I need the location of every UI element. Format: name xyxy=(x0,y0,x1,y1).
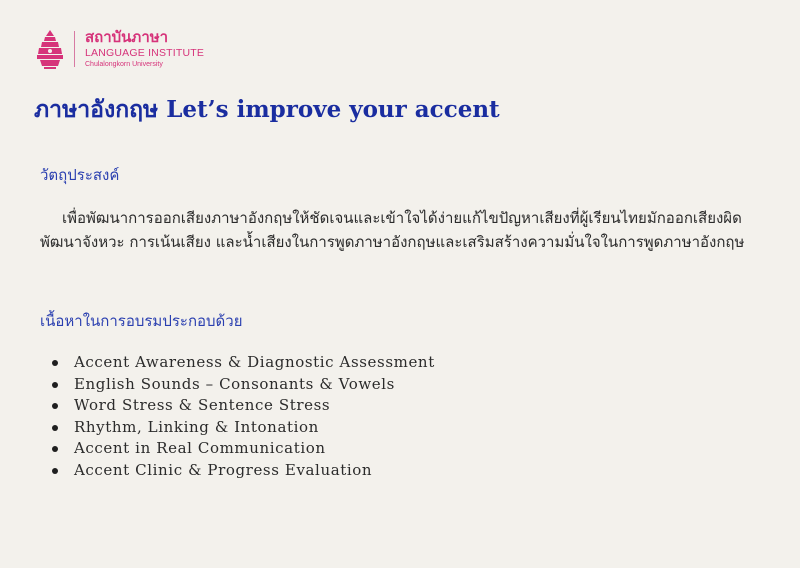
logo-thai-name: สถาบันภาษา xyxy=(85,28,169,47)
list-item xyxy=(52,352,435,374)
list-item-text: Word Stress & Sentence Stress xyxy=(74,396,331,414)
university-seal-icon xyxy=(34,28,66,70)
objective-heading: วัตถุประสงค์ xyxy=(40,166,120,184)
list-item xyxy=(52,460,435,482)
list-item-text: Accent Awareness & Diagnostic Assessment xyxy=(74,353,435,371)
list-item xyxy=(52,374,435,396)
logo-english-name: LANGUAGE INSTITUTE xyxy=(85,47,205,60)
bullet-icon xyxy=(52,403,58,409)
bullet-icon xyxy=(52,468,58,474)
list-item xyxy=(52,417,435,439)
logo-university-name: Chulalongkorn University xyxy=(85,60,163,68)
list-item-text: English Sounds – Consonants & Vowels xyxy=(74,374,395,393)
objective-paragraph: เพื่อพัฒนาการออกเสียงภาษาอังกฤษให้ชัดเจนและเข้าใจได้ง่ายแก้ไขปัญหาเสียงที่ผู้เรียนไทยมักออกเสียงผิด พัฒนาจังหวะ การเน้นเสียง และน้ำเสียงในการพูดภาษาอังกฤษและเสริมสร้างความมั่นใจในการพูดภาษาอังกฤษ xyxy=(40,209,745,251)
institute-logo xyxy=(34,26,204,72)
list-item xyxy=(52,438,435,460)
bullet-icon xyxy=(52,446,58,452)
page-title: ภาษาอังกฤษ Let’s improve your accent xyxy=(34,96,500,123)
content-heading: เนื้อหาในการอบรมประกอบด้วย xyxy=(40,312,243,330)
bullet-icon xyxy=(52,425,58,431)
logo-divider xyxy=(74,31,75,67)
list-item-text: Accent Clinic & Progress Evaluation xyxy=(74,460,373,479)
logo-text xyxy=(85,30,204,68)
list-item xyxy=(52,395,435,417)
list-item-text: Accent in Real Communication xyxy=(74,439,326,457)
list-item-text: Rhythm, Linking & Intonation xyxy=(74,417,319,436)
bullet-icon xyxy=(52,382,58,388)
bullet-icon xyxy=(52,360,58,366)
course-content-list xyxy=(52,352,435,481)
